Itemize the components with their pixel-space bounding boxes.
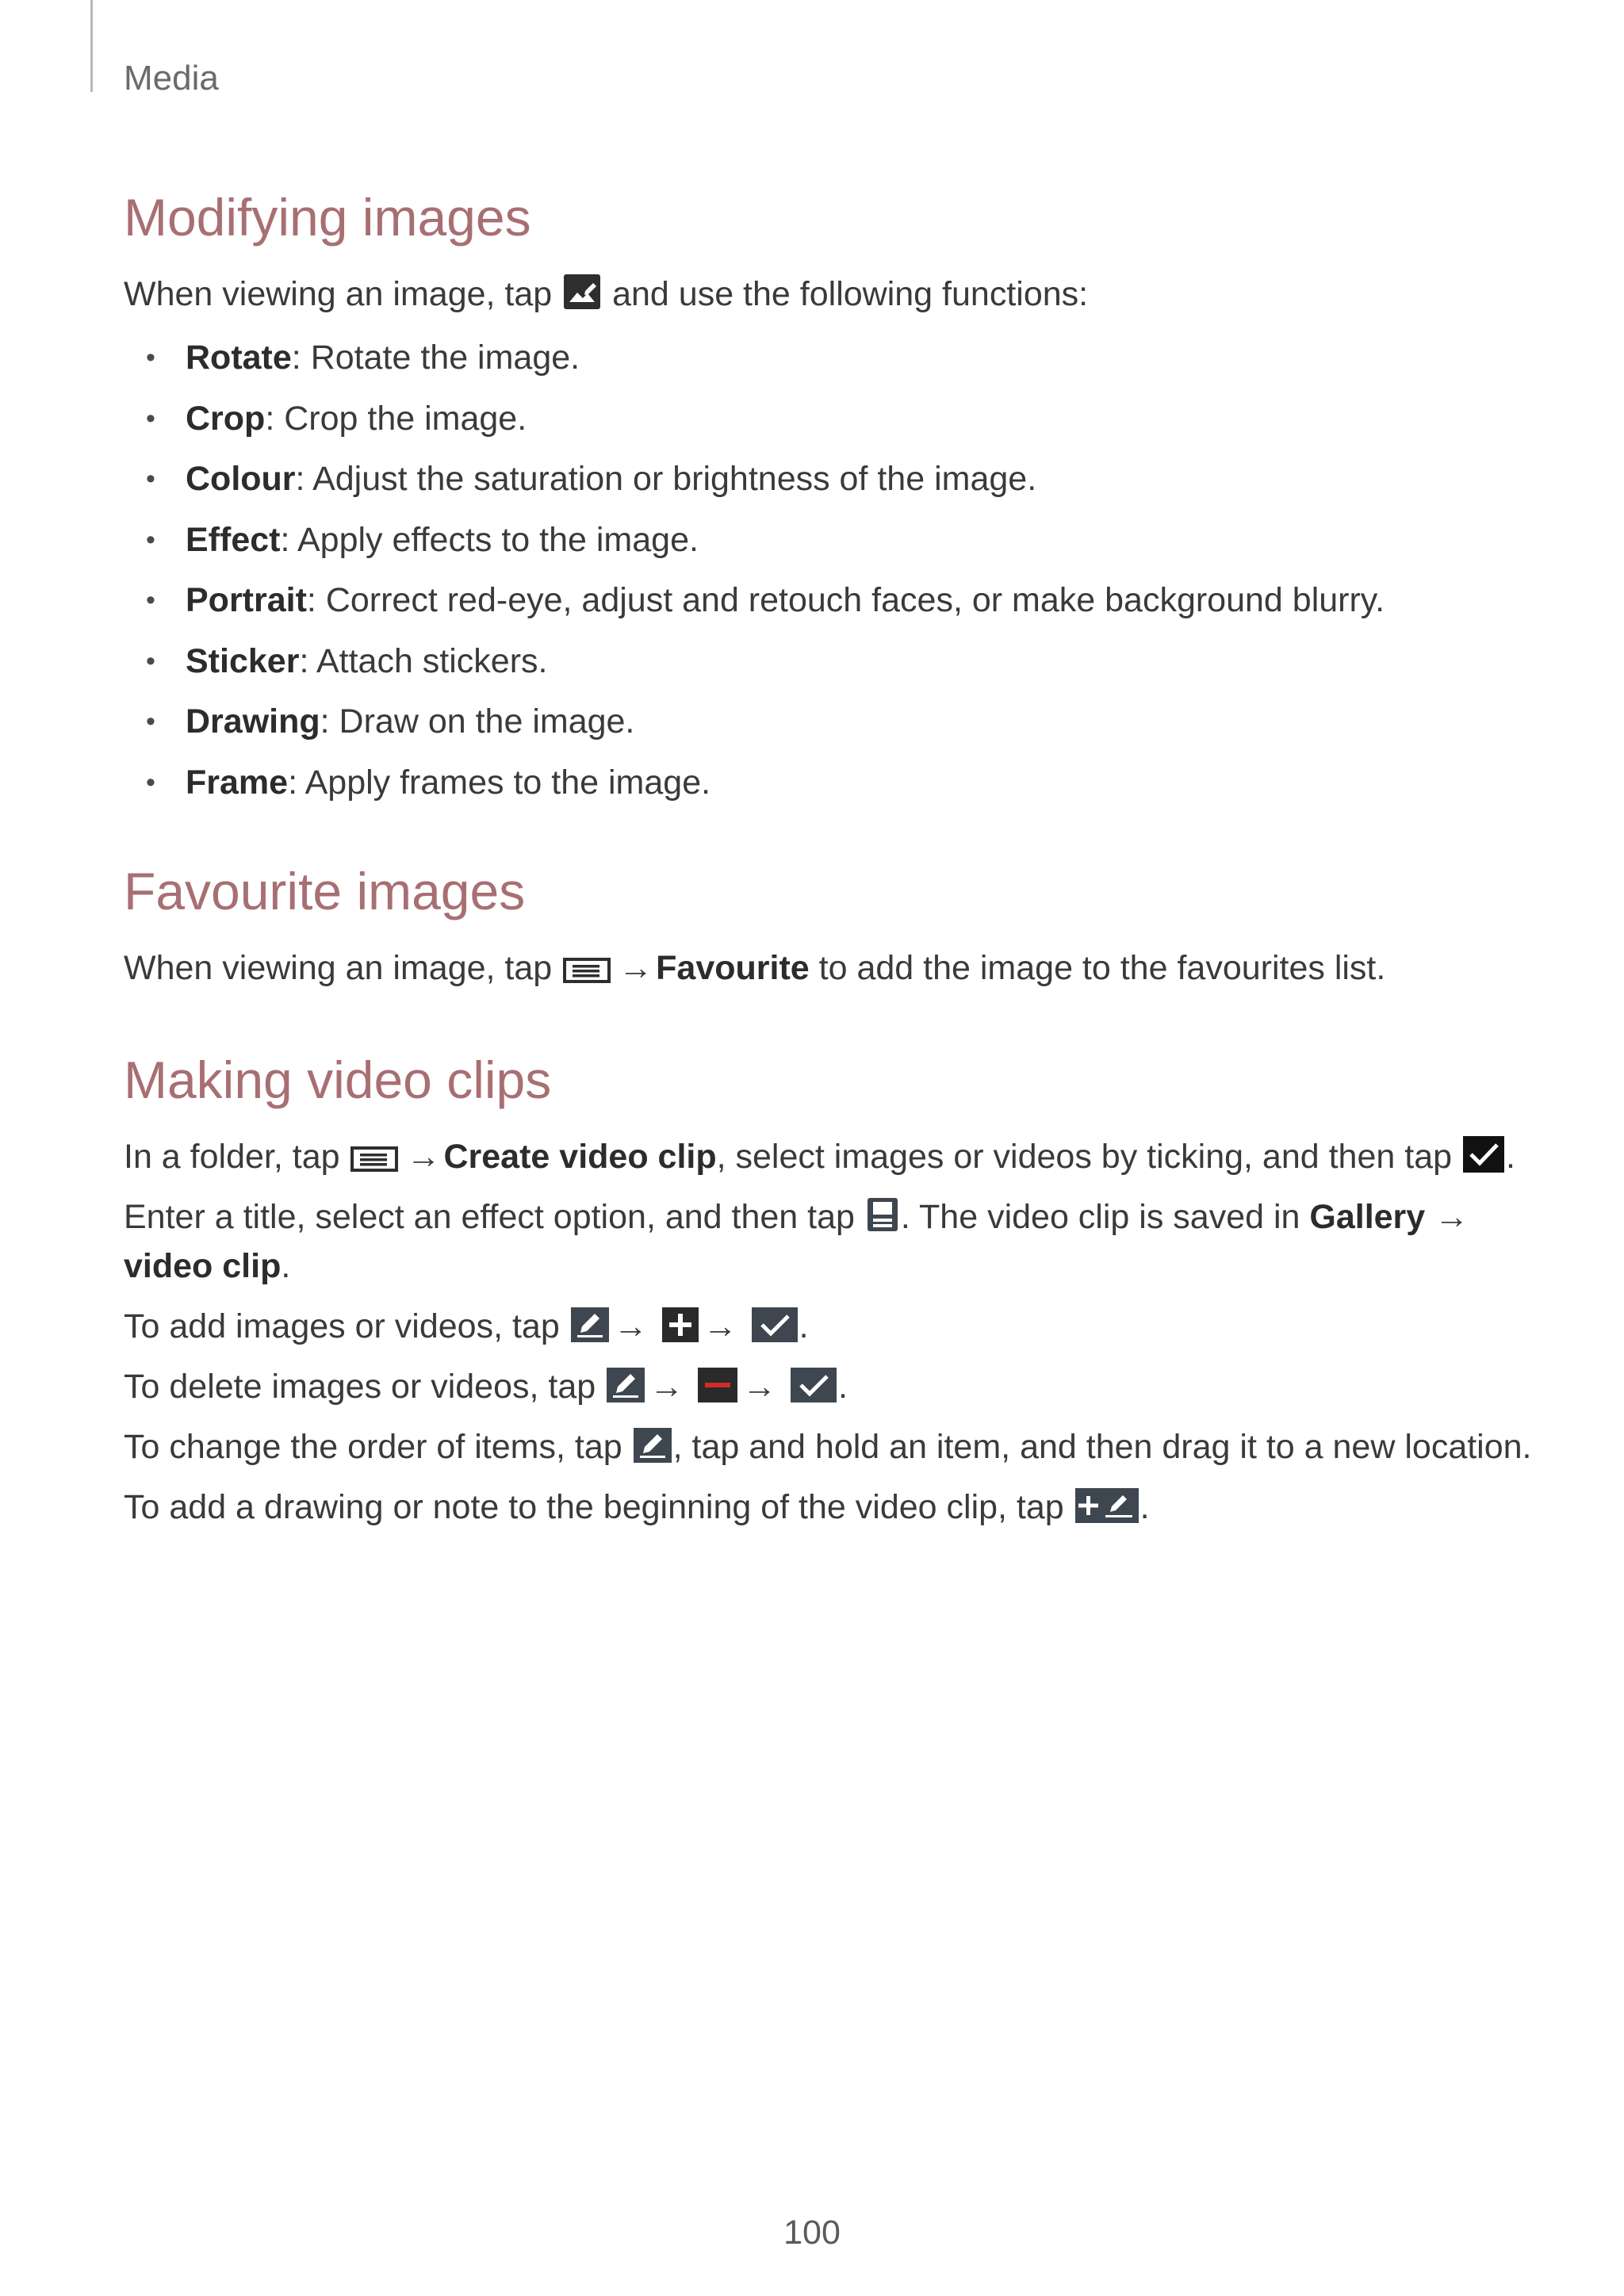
list-item: • Effect: Apply effects to the image. (146, 520, 699, 559)
checkmark-icon (752, 1307, 798, 1342)
video-step-save-cont: video clip. (124, 1247, 291, 1285)
video-step-save: Enter a title, select an effect option, and then tap . The video clip is saved in Gallery → (124, 1198, 1469, 1236)
list-item: • Crop: Crop the image. (146, 399, 527, 438)
video-add-items: To add images or videos, tap → → . (124, 1307, 809, 1345)
add-drawing-icon (1075, 1488, 1139, 1523)
video-delete-items: To delete images or videos, tap → → . (124, 1368, 848, 1406)
minus-icon (698, 1368, 737, 1402)
section-header: Media (124, 59, 219, 98)
pencil-edit-icon (634, 1428, 672, 1463)
video-add-drawing: To add a drawing or note to the beginning of the video clip, tap . (124, 1488, 1150, 1526)
list-item: • Rotate: Rotate the image. (146, 339, 580, 377)
favourite-instruction: When viewing an image, tap →Favourite to add the image to the favourites list. (124, 949, 1386, 987)
list-item: • Colour: Adjust the saturation or brightness of the image. (146, 460, 1037, 498)
modifying-intro: When viewing an image, tap and use the following functions: (124, 275, 1089, 313)
modifying-images-heading: Modifying images (124, 188, 531, 247)
header-rule (90, 0, 93, 92)
video-clips-heading: Making video clips (124, 1050, 552, 1109)
pencil-edit-icon (571, 1307, 609, 1342)
video-step-create: In a folder, tap →Create video clip, select images or videos by ticking, and then tap . (124, 1138, 1515, 1176)
pencil-edit-icon (607, 1368, 645, 1402)
list-item: • Portrait: Correct red-eye, adjust and retouch faces, or make background blurry. (146, 581, 1385, 619)
checkmark-icon (1463, 1136, 1504, 1173)
page-number: 100 (783, 2214, 841, 2252)
favourite-images-heading: Favourite images (124, 862, 526, 920)
plus-icon (662, 1307, 699, 1342)
list-item: • Frame: Apply frames to the image. (146, 763, 711, 802)
checkmark-icon (791, 1368, 837, 1402)
list-item: • Sticker: Attach stickers. (146, 641, 548, 680)
menu-icon (563, 957, 614, 984)
list-item: • Drawing: Draw on the image. (146, 702, 635, 740)
edit-image-icon (563, 274, 601, 310)
video-reorder-items: To change the order of items, tap , tap and hold an item, and then drag it to a new location. (124, 1428, 1532, 1466)
menu-icon (350, 1146, 401, 1173)
save-icon (866, 1196, 899, 1233)
image-functions-list (124, 333, 1385, 818)
